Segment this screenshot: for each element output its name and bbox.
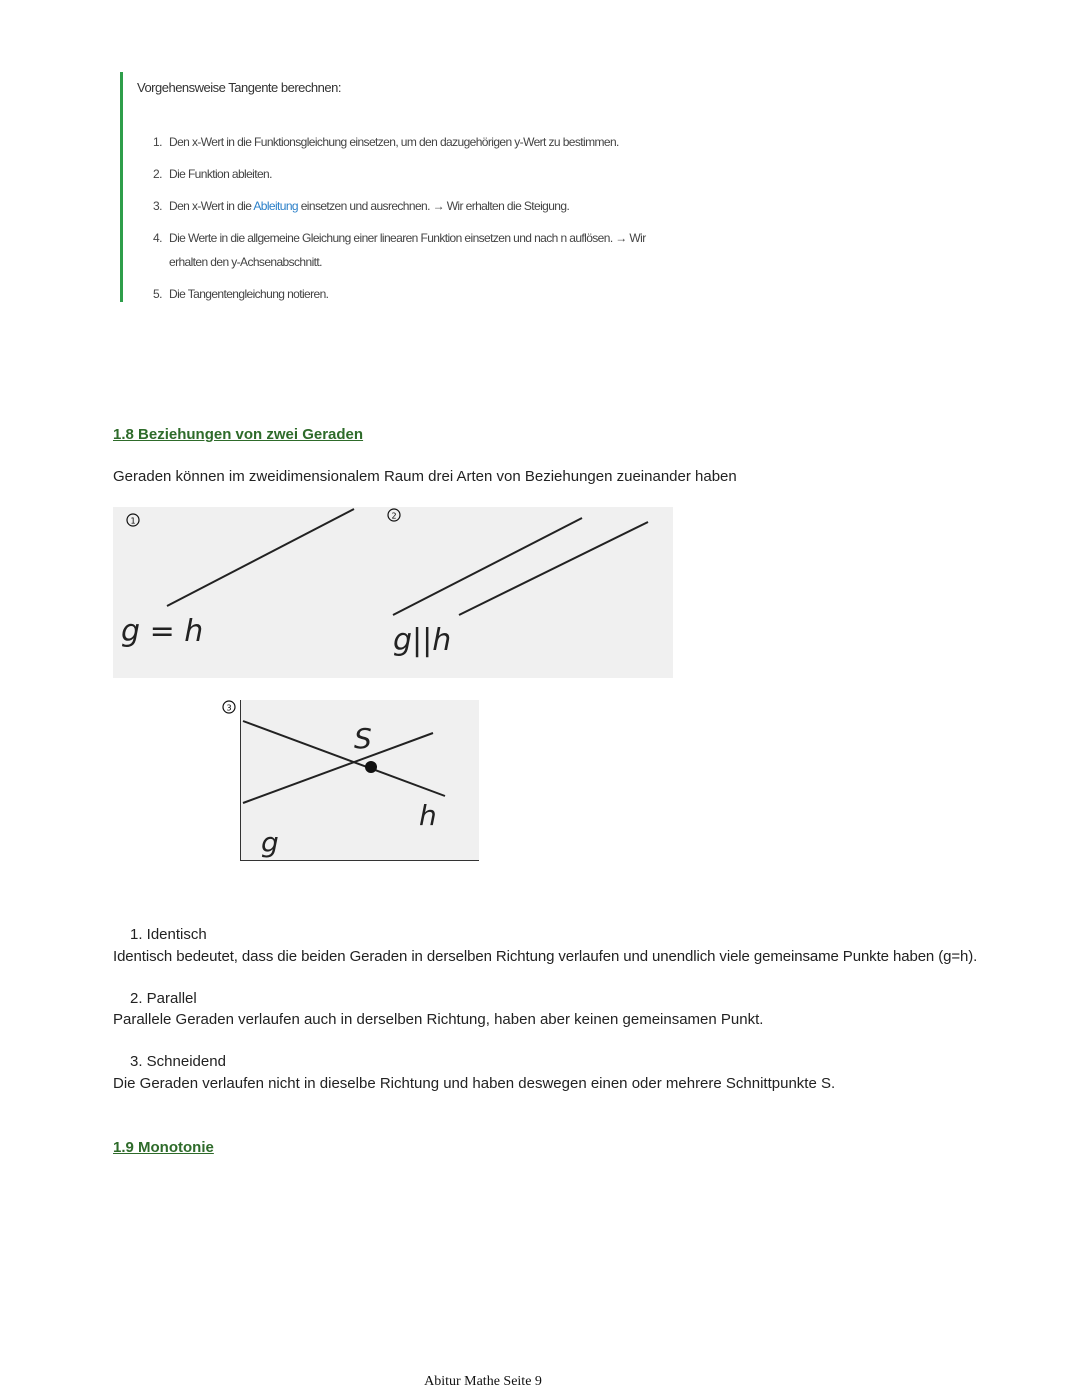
figure-intersecting [240,700,479,861]
item-3-title: 3. Schneidend [130,1053,226,1070]
step-4: 4. Die Werte in die allgemeine Gleichung einer linearen Funktion einsetzen und nach n auflösen. → Wir erhalten den y-Achsenabschnitt. [153,231,646,269]
marker-3: 3 [226,703,232,713]
item-1-title: 1. Identisch [130,926,207,943]
item-2-text: Parallele Geraden verlaufen auch in derselben Richtung, haben aber keinen gemeinsamen Punkt. [113,1011,764,1028]
marker-2: 2 [391,511,397,521]
ableitung-link[interactable]: Ableitung [253,199,298,213]
figure-identical-parallel [113,507,673,678]
lines-figure-2 [241,700,479,860]
label-parallel: g||h [393,623,452,658]
step-1: 1. Den x-Wert in die Funktionsgleichung einsetzen, um den dazugehörigen y-Wert zu bestimmen. [153,135,619,149]
intersection-point-s [365,761,377,773]
lines-figure-1 [113,507,673,678]
line-h-intersecting [243,721,445,796]
section-heading-1-9: 1.9 Monotonie [113,1139,214,1156]
step-5: 5. Die Tangentengleichung notieren. [153,287,329,301]
section-heading-1-8: 1.8 Beziehungen von zwei Geraden [113,426,364,443]
label-s: S [354,722,372,755]
page-footer [0,1374,1080,1390]
line-g-equals-h [167,509,354,606]
marker-1: 1 [130,516,136,526]
line-h-parallel [459,522,648,615]
step-3: 3. Den x-Wert in die Ableitung einsetzen und ausrechnen. → Wir erhalten die Steigung. [153,199,570,213]
item-2-title: 2. Parallel [130,990,197,1007]
procedure-steps [153,130,646,314]
item-3-text: Die Geraden verlaufen nicht in dieselbe Richtung und haben deswegen einen oder mehrere Schnittpunkte S. [113,1075,836,1092]
label-identical: g = h [121,614,204,649]
section-intro: Geraden können im zweidimensionalem Raum drei Arten von Beziehungen zueinander haben [113,468,737,485]
tangent-procedure-box [120,72,683,302]
procedure-title: Vorgehensweise Tangente berechnen: [137,80,341,95]
label-h: h [419,799,437,832]
footer-text: Abitur Mathe Seite 9 [424,1374,542,1389]
item-1-text: Identisch bedeutet, dass die beiden Geraden in derselben Richtung verlaufen und unendlich viele gemeinsame Punkte haben (g=h). [113,948,978,965]
step-2: 2. Die Funktion ableiten. [153,167,272,181]
line-g-intersecting [243,733,433,803]
label-g: g [261,826,279,859]
